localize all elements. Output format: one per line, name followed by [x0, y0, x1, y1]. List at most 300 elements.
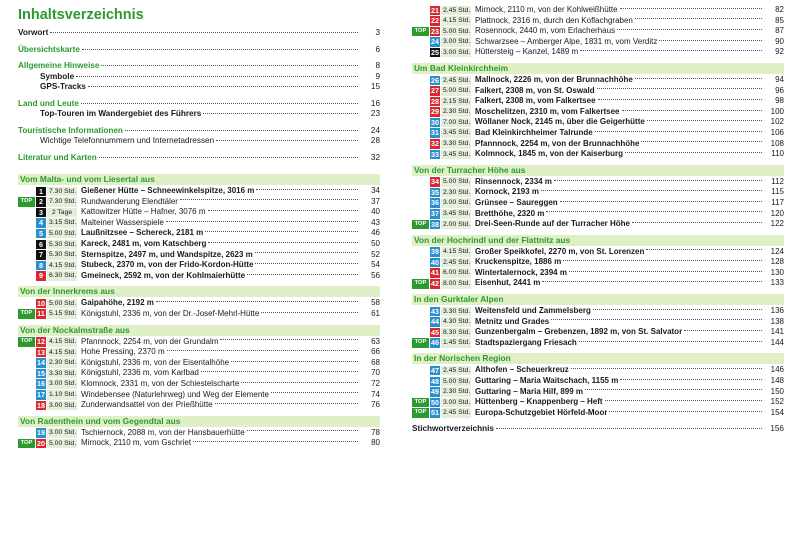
tour-page: 63 [371, 336, 380, 346]
top-badge [18, 390, 35, 400]
tour-number-badge: 45 [431, 327, 439, 337]
toc-entry[interactable] [18, 126, 380, 137]
section [18, 286, 380, 319]
tour-duration: 3.00 Std. [49, 401, 77, 409]
toc-entry[interactable] [18, 109, 380, 120]
tour-row[interactable] [412, 96, 784, 107]
tour-title [77, 239, 206, 250]
tour-number-badge: 38 [431, 219, 439, 229]
tour-row[interactable] [18, 390, 380, 401]
tour-title [77, 298, 154, 309]
tour-title [471, 86, 595, 97]
leader-dots [167, 350, 358, 351]
section-heading: In den Gurktaler Alpen [412, 294, 784, 305]
tour-duration: 3.00 Std. [49, 429, 77, 437]
top-badge [412, 107, 429, 117]
toc-entry-label: Land und Leute [18, 98, 79, 108]
tour-row[interactable] [412, 397, 784, 408]
tour-number-badge: 14 [37, 358, 45, 368]
section [412, 235, 784, 289]
tour-row[interactable] [412, 139, 784, 150]
tour-number-badge: 23 [431, 26, 439, 36]
leader-dots [261, 312, 358, 313]
tour-title [471, 219, 630, 230]
tour-title-bold: Gunzenbergalm – Grebenzen, 1892 m, von St. Salvator [475, 327, 683, 337]
leader-dots [617, 29, 762, 30]
leader-dots [255, 252, 358, 253]
tour-duration: 5.00 Std. [49, 229, 77, 237]
tour-row[interactable] [412, 365, 784, 376]
tour-duration: 6.30 Std. [49, 272, 77, 280]
leader-dots [101, 65, 358, 66]
tour-title [471, 387, 583, 398]
leader-dots [620, 8, 762, 9]
tour-title-bold: Kolmnock, 1845 m, von der Kaiserburg [475, 149, 624, 159]
toc-entry[interactable] [18, 99, 380, 110]
toc-entry-page: 15 [370, 82, 380, 91]
tour-duration: 3.00 Std. [49, 380, 77, 388]
tour-title-bold: Rinsennock, 2334 m [475, 176, 552, 186]
tour-duration: 7.30 Std. [49, 198, 77, 206]
toc-entry-page: 6 [375, 44, 380, 54]
tour-row[interactable] [412, 47, 784, 58]
tour-row[interactable] [18, 438, 380, 449]
top-badge [18, 428, 35, 438]
leader-dots [684, 330, 762, 331]
tour-title [471, 317, 549, 328]
leader-dots [598, 99, 762, 100]
tour-page: 50 [371, 238, 380, 248]
tour-page: 61 [371, 308, 380, 318]
tour-number-badge: 44 [431, 317, 439, 327]
tour-row[interactable] [18, 260, 380, 271]
tour-duration: 5.15 Std. [49, 310, 77, 318]
tour-row[interactable] [18, 400, 380, 411]
tour-number-badge: 30 [431, 117, 439, 127]
tour-title-bold: Großer Speikkofel, 2270 m, von St. Lorenzen [475, 246, 645, 256]
tour-page: 98 [775, 96, 784, 106]
leader-dots [632, 222, 762, 223]
leader-dots [620, 379, 762, 380]
tour-number-badge: 43 [431, 306, 439, 316]
top-badge [412, 307, 429, 317]
tour-title-bold: Kruckenspitze, 1886 m [475, 257, 562, 267]
section-heading: Von der Nockalmstraße aus [18, 325, 380, 336]
leader-dots [81, 103, 358, 104]
tour-duration: 5.00 Std. [443, 27, 471, 35]
tour-title-bold: Falkert, 2308 m, vom Falkertsee [475, 96, 596, 106]
tour-page: 100 [770, 106, 784, 116]
index-entry[interactable] [412, 424, 784, 435]
tour-title-bold: Bretthöhe, 2320 m [475, 208, 545, 218]
top-badge [412, 16, 429, 26]
tour-duration: 3.00 Std. [443, 398, 471, 406]
section-heading: Um Bad Kleinkirchheim [412, 63, 784, 74]
top-badge [18, 261, 35, 271]
top-badge [18, 218, 35, 228]
tour-duration: 5.00 Std. [443, 178, 471, 186]
tour-page: 70 [371, 368, 380, 378]
tour-title-regular: Plattnock, 2316 m, durch den Koflachgraben [475, 15, 633, 25]
right-column [412, 0, 784, 435]
tour-number-badge: 15 [37, 368, 45, 378]
tour-page: 80 [371, 438, 380, 448]
toc-entry[interactable] [18, 28, 380, 39]
top-badge: TOP [412, 408, 429, 418]
top-badge [412, 118, 429, 128]
top-badge [18, 401, 35, 411]
top-badge [18, 348, 35, 358]
leader-dots [593, 309, 762, 310]
tour-row[interactable] [18, 197, 380, 208]
tour-title [471, 149, 623, 160]
tour-page: 78 [371, 427, 380, 437]
tour-title-bold: Kornock, 2193 m [475, 187, 540, 197]
tour-row[interactable] [412, 37, 784, 48]
tour-page: 43 [371, 217, 380, 227]
tour-row[interactable] [18, 186, 380, 197]
tour-row[interactable] [412, 86, 784, 97]
tour-title-regular: Tschiernock, 2088 m, von der Hansbauerhütte [81, 427, 245, 437]
top-badge [412, 366, 429, 376]
tour-duration: 2.45 Std. [443, 76, 471, 84]
section-heading: In der Norischen Region [412, 353, 784, 364]
tour-number-badge: 51 [431, 408, 439, 418]
tour-page: 124 [770, 246, 784, 256]
tour-duration: 5.30 Std. [49, 251, 77, 259]
tour-title [77, 368, 199, 379]
leader-dots [255, 263, 358, 264]
tour-number-badge: 26 [431, 75, 439, 85]
tour-title-bold: Guttaring – Maria Waitschach, 1155 m [475, 376, 619, 386]
leader-dots [156, 301, 358, 302]
tour-title-regular: Pfannnock, 2254 m, von der Grundalm [81, 336, 219, 346]
tour-duration: 2.15 Std. [443, 97, 471, 105]
leader-dots [125, 130, 358, 131]
top-badge [412, 150, 429, 160]
tour-title-bold: Bad Kleinkirchheimer Talrunde [475, 127, 593, 137]
tour-page: 94 [775, 74, 784, 84]
tour-row[interactable] [412, 75, 784, 86]
tour-number-badge: 28 [431, 96, 439, 106]
tour-row[interactable] [18, 298, 380, 309]
tour-title [471, 306, 591, 317]
tour-page: 136 [770, 306, 784, 316]
tour-number-badge: 34 [431, 177, 439, 187]
tour-page: 74 [371, 389, 380, 399]
tour-number-badge: 9 [36, 271, 46, 281]
tour-duration: 2.30 Std. [443, 108, 471, 116]
tour-page: 150 [770, 386, 784, 396]
tour-title [471, 278, 540, 289]
toc-entry[interactable] [18, 82, 380, 93]
tour-row[interactable] [18, 239, 380, 250]
tour-title-bold: Metnitz und Grades [475, 316, 550, 326]
leader-dots [241, 382, 358, 383]
tour-page: 120 [770, 208, 784, 218]
tour-title [471, 177, 552, 188]
tour-duration: 2.00 Std. [443, 220, 471, 228]
top-badge [18, 187, 35, 197]
tour-row[interactable] [18, 207, 380, 218]
leader-dots [201, 371, 358, 372]
top-badge [412, 188, 429, 198]
top-badge: TOP [412, 220, 429, 230]
tour-title [471, 139, 639, 150]
page-title: Inhaltsverzeichnis [18, 7, 144, 23]
top-badge [412, 6, 429, 16]
top-badge [412, 198, 429, 208]
tour-title [471, 37, 657, 48]
toc-entry-page: 9 [375, 71, 380, 81]
toc-entry-page: 28 [370, 136, 380, 145]
tour-row[interactable] [412, 177, 784, 188]
tour-duration: 6.00 Std. [443, 269, 471, 277]
tour-title [77, 390, 269, 401]
toc-entry[interactable] [18, 153, 380, 164]
tour-title-bold: Gaipahöhe, 2192 m [81, 298, 154, 308]
toc-entry-label: Top-Touren im Wandergebiet des Führers [40, 109, 202, 118]
leader-dots [247, 430, 358, 431]
tour-duration: 3.00 Std. [443, 48, 471, 56]
tour-row[interactable] [412, 306, 784, 317]
tour-row[interactable] [412, 107, 784, 118]
leader-dots [580, 50, 762, 51]
tour-page: 76 [371, 400, 380, 410]
tour-row[interactable] [412, 376, 784, 387]
tour-page: 54 [371, 260, 380, 270]
tour-number-badge: 46 [431, 338, 439, 348]
tour-page: 133 [770, 278, 784, 288]
tour-row[interactable] [412, 317, 784, 328]
tour-title-bold: Wöllaner Nock, 2145 m, über die Geigerhütte [475, 117, 645, 127]
leader-dots [647, 120, 762, 121]
tour-number-badge: 32 [431, 139, 439, 149]
tour-row[interactable] [412, 278, 784, 289]
tour-number-badge: 20 [37, 438, 45, 448]
tour-row[interactable] [412, 327, 784, 338]
leader-dots [635, 18, 762, 19]
tour-row[interactable] [18, 250, 380, 261]
tour-row[interactable] [18, 271, 380, 282]
index-entry-label: Stichwortverzeichnis [412, 424, 494, 434]
tour-title [77, 197, 178, 208]
tour-page: 146 [770, 365, 784, 375]
top-badge [412, 48, 429, 58]
toc-entry-label: Vorwort [18, 28, 49, 37]
tour-row[interactable] [412, 117, 784, 128]
tour-number-badge: 18 [37, 400, 45, 410]
tour-number-badge: 13 [37, 347, 45, 357]
leader-dots [180, 199, 358, 200]
leader-dots [551, 319, 762, 320]
tour-duration: 2.45 Std. [443, 409, 471, 417]
leader-dots [256, 189, 358, 190]
tour-row[interactable] [18, 309, 380, 320]
leader-dots [247, 274, 358, 275]
tour-duration: 8.00 Std. [443, 280, 471, 288]
tour-row[interactable] [412, 187, 784, 198]
tour-number-badge: 24 [431, 37, 439, 47]
tour-row[interactable] [18, 347, 380, 358]
tour-number-badge: 4 [36, 218, 46, 228]
tour-row[interactable] [412, 257, 784, 268]
toc-entry[interactable] [18, 45, 380, 56]
tour-duration: 3.15 Std. [49, 219, 77, 227]
tour-row[interactable] [18, 428, 380, 439]
toc-entry[interactable] [18, 61, 380, 72]
tour-title [77, 250, 253, 261]
tour-page: 58 [371, 298, 380, 308]
tour-row[interactable] [412, 128, 784, 139]
top-badge: TOP [412, 279, 429, 289]
tour-title-bold: Sternspitze, 2497 m, und Wandspitze, 2623 m [81, 249, 253, 259]
toc-entry-label: GPS-Tracks [40, 82, 86, 91]
tour-row[interactable] [18, 337, 380, 348]
tour-page: 96 [775, 85, 784, 95]
leader-dots [635, 78, 762, 79]
tour-title-bold: Mallnock, 2226 m, von der Brunnachhöhe [475, 74, 633, 84]
tour-title-bold: Pfannnock, 2254 m, von der Brunnachhöhe [475, 138, 640, 148]
tour-duration: 2.30 Std. [49, 359, 77, 367]
tour-title [77, 207, 206, 218]
tour-number-badge: 12 [37, 337, 45, 347]
tour-row[interactable] [412, 5, 784, 16]
tour-title-regular: Königstuhl, 2336 m, von der Dr.-Josef-Mehrl-Hütte [81, 308, 260, 318]
tour-number-badge: 39 [431, 247, 439, 257]
tour-title-regular: Königstuhl, 2336 m, von der Eisentalhöhe [81, 357, 230, 367]
left-sections [18, 163, 380, 449]
toc-entry[interactable] [18, 136, 380, 147]
tour-row[interactable] [18, 358, 380, 369]
tour-title [77, 347, 165, 358]
tour-duration: 1.10 Std. [49, 391, 77, 399]
tour-page: 148 [770, 376, 784, 386]
tour-title [471, 327, 682, 338]
top-badge [412, 258, 429, 268]
section-heading: Vom Malta- und vom Liesertal aus [18, 174, 380, 185]
tour-page: 34 [371, 186, 380, 195]
tour-title [77, 186, 254, 197]
top-badge [18, 229, 35, 239]
top-badge [18, 379, 35, 389]
toc-entry-label: Literatur und Karten [18, 152, 97, 162]
tour-title-bold: Laußnitzsee – Schereck, 2181 m [81, 228, 204, 238]
tour-duration: 7.00 Std. [443, 118, 471, 126]
tour-number-badge: 11 [37, 309, 45, 319]
toc-entry[interactable] [18, 72, 380, 83]
tour-row[interactable] [18, 218, 380, 229]
tour-duration: 4.15 Std. [49, 348, 77, 356]
tour-row[interactable] [412, 198, 784, 209]
tour-title [77, 438, 191, 449]
tour-title [471, 5, 618, 16]
tour-number-badge: 50 [431, 397, 439, 407]
tour-title-bold: Gießener Hütte – Schneewinkelspitze, 3016 m [81, 186, 255, 195]
tour-title [77, 271, 245, 282]
tour-row[interactable] [18, 228, 380, 239]
tour-title [471, 75, 633, 86]
tour-title-regular: Mirnock, 2110 m, vom Gschriet [81, 438, 192, 448]
tour-row[interactable] [412, 387, 784, 398]
tour-row[interactable] [412, 149, 784, 160]
tour-row[interactable] [18, 379, 380, 390]
tour-title [77, 428, 245, 439]
tour-row[interactable] [412, 209, 784, 220]
tour-title-regular: Kattowitzer Hütte – Hafner, 3076 m [81, 207, 206, 217]
tour-duration: 4.30 Std. [443, 318, 471, 326]
tour-page: 115 [771, 187, 784, 197]
leader-dots [597, 88, 762, 89]
tour-page: 52 [371, 249, 380, 259]
tour-duration: 3.45 Std. [443, 150, 471, 158]
tour-duration: 2.45 Std. [443, 366, 471, 374]
tour-number-badge: 27 [431, 86, 439, 96]
tour-page: 40 [371, 207, 380, 217]
tour-page: 85 [775, 15, 784, 25]
leader-dots [271, 392, 358, 393]
tour-title-regular: Hüttersteig – Kanzel, 1489 m [475, 47, 579, 57]
tour-title-bold: Stubeck, 2370 m, von der Frido-Kordon-Hütte [81, 260, 254, 270]
tour-number-badge: 48 [431, 376, 439, 386]
tour-row[interactable] [412, 16, 784, 27]
top-badge [412, 247, 429, 257]
tour-duration: 3.45 Std. [443, 129, 471, 137]
tour-row[interactable] [412, 26, 784, 37]
tour-number-badge: 33 [431, 149, 439, 159]
tour-title-regular: Schwarzsee – Amberger Alpe, 1831 m, vom Verditz [475, 36, 658, 46]
tour-title-bold: Guttaring – Maria Hilf, 899 m [475, 386, 584, 396]
top-badge [412, 317, 429, 327]
tour-title-bold: Grünsee – Saureggen [475, 197, 558, 207]
tour-title-bold: Drei-Seen-Runde auf der Turracher Höhe [475, 219, 630, 229]
section [18, 174, 380, 281]
section-heading: Von der Turracher Höhe aus [412, 165, 784, 176]
tour-title [471, 376, 618, 387]
tour-page: 108 [770, 138, 784, 148]
tour-duration: 3.30 Std. [443, 307, 471, 315]
tour-number-badge: 47 [431, 365, 439, 375]
tour-duration: 1.45 Std. [443, 339, 471, 347]
leader-dots [215, 403, 358, 404]
tour-row[interactable] [412, 338, 784, 349]
leader-dots [208, 210, 358, 211]
leader-dots [659, 40, 762, 41]
tour-number-badge: 36 [431, 198, 439, 208]
tour-number-badge: 16 [37, 379, 45, 389]
leader-dots [605, 400, 762, 401]
tour-row[interactable] [412, 268, 784, 279]
tour-title-bold: Stadtspaziergang Friesach [475, 337, 577, 347]
tour-page: 144 [770, 337, 784, 347]
tour-row[interactable] [18, 368, 380, 379]
tour-duration: 3.00 Std. [443, 38, 471, 46]
leader-dots [220, 339, 358, 340]
tour-page: 66 [371, 347, 380, 357]
tour-title-bold: Althofen – Scheuerkreuz [475, 365, 569, 375]
tour-row[interactable] [412, 219, 784, 230]
tour-title [471, 16, 633, 27]
tour-page: 56 [371, 270, 380, 280]
toc-entry-page: 24 [370, 125, 380, 135]
top-badge: TOP [18, 337, 35, 347]
tour-number-badge: 7 [36, 250, 46, 260]
tour-row[interactable] [412, 408, 784, 419]
leader-dots [585, 389, 762, 390]
top-badge [412, 97, 429, 107]
tour-number-badge: 1 [36, 187, 46, 197]
tour-row[interactable] [412, 247, 784, 258]
